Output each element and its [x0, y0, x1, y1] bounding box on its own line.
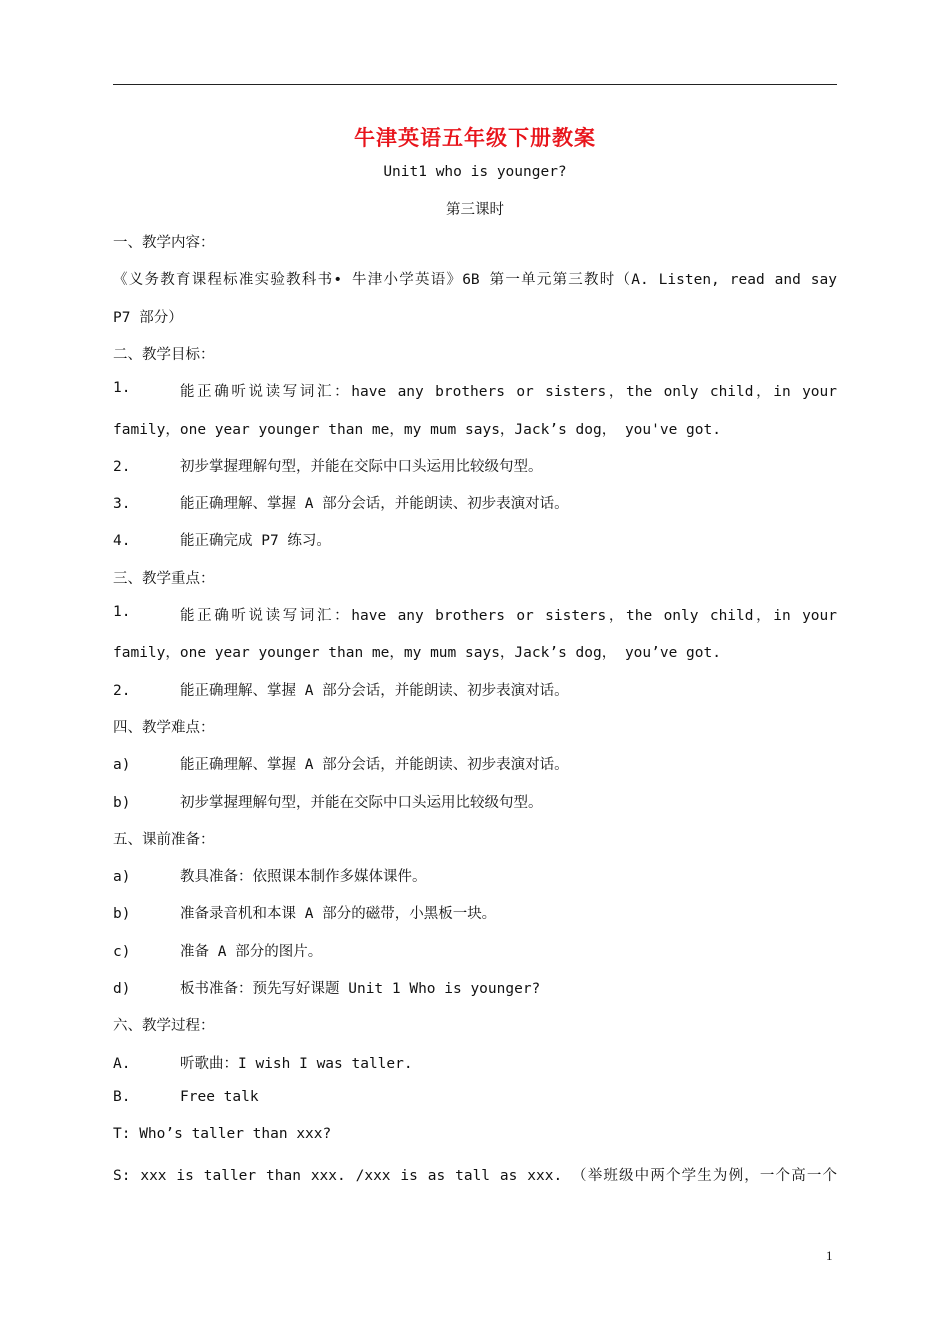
list-item: [113, 1052, 837, 1073]
list-item: [113, 977, 837, 998]
item-text: Free talk: [180, 1088, 259, 1105]
item-text: 能正确听说读写词汇：have any brothers or sisters，the only child，in your: [180, 384, 837, 401]
item-number: 2.: [113, 458, 131, 475]
text-line: 四、教学难点：: [113, 719, 215, 736]
list-item: [113, 1089, 837, 1105]
item-text: 能正确理解、掌握 A 部分会话，并能朗读、初步表演对话。: [180, 757, 569, 774]
list-item: [113, 865, 837, 886]
unit-title: Unit1 who is younger?: [383, 164, 567, 180]
item-number: b): [113, 794, 131, 811]
text-line: 三、教学重点：: [113, 570, 215, 587]
item-number: d): [113, 981, 131, 997]
item-number: 3.: [113, 496, 131, 513]
item-number: A.: [113, 1055, 131, 1072]
text-line: family，one year younger than me，my mum says，Jack’s dog， you’ve got.: [113, 645, 721, 662]
item-text: 教具准备：依照课本制作多媒体课件。: [180, 869, 427, 886]
list-item: [113, 529, 837, 550]
list-item: [113, 902, 837, 923]
item-text: 听歌曲：I wish I was taller.: [180, 1055, 413, 1072]
list-item: [113, 455, 837, 476]
item-number: 1.: [113, 380, 131, 397]
item-text: 初步掌握理解句型，并能在交际中口头运用比较级句型。: [180, 794, 543, 811]
item-number: B.: [113, 1088, 131, 1105]
item-number: 2.: [113, 682, 131, 699]
item-text: 准备录音机和本课 A 部分的磁带，小黑板一块。: [180, 906, 497, 923]
item-text: 能正确理解、掌握 A 部分会话，并能朗读、初步表演对话。: [180, 682, 569, 699]
text-line: S: xxx is taller than xxx. /xxx is as tall as xxx. （举班级中两个学生为例，一个高一个: [113, 1167, 837, 1184]
item-text: 初步掌握理解句型，并能在交际中口头运用比较级句型。: [180, 458, 543, 475]
text-line: 一、教学内容：: [113, 235, 215, 251]
item-text: 准备 A 部分的图片。: [180, 943, 323, 960]
list-item: [113, 604, 837, 625]
list-item: [113, 753, 837, 774]
item-text: 能正确听说读写词汇：have any brothers or sisters，the only child，in your: [180, 608, 837, 624]
item-text: 能正确理解、掌握 A 部分会话，并能朗读、初步表演对话。: [180, 496, 569, 513]
text-line: 六、教学过程：: [113, 1018, 215, 1035]
list-item: [113, 791, 837, 812]
item-number: a): [113, 869, 131, 886]
text-line: family，one year younger than me，my mum says，Jack’s dog， you've got.: [113, 421, 721, 438]
text-line: 五、课前准备：: [113, 831, 215, 848]
list-item: [113, 492, 837, 513]
item-text: 能正确完成 P7 练习。: [180, 533, 331, 550]
item-text: 板书准备：预先写好课题 Unit 1 Who is younger?: [180, 981, 541, 997]
text-line: 《义务教育课程标准实验教科书• 牛津小学英语》6B 第一单元第三教时（A. Listen, read and say: [113, 272, 837, 289]
text-line: 二、教学目标：: [113, 346, 215, 363]
item-number: 1.: [113, 604, 131, 620]
document-title: 牛津英语五年级下册教案: [354, 125, 596, 150]
list-item: [113, 940, 837, 961]
text-line: T: Who’s taller than xxx?: [113, 1126, 332, 1143]
item-number: 4.: [113, 533, 131, 550]
list-item: [113, 679, 837, 700]
page-number: 1: [826, 1248, 833, 1263]
lesson-label: 第三课时: [446, 202, 504, 218]
item-number: c): [113, 943, 131, 960]
header-rule: [113, 84, 837, 85]
item-number: a): [113, 757, 131, 774]
text-line: P7 部分）: [113, 309, 183, 326]
item-number: b): [113, 906, 131, 923]
list-item: [113, 380, 837, 401]
